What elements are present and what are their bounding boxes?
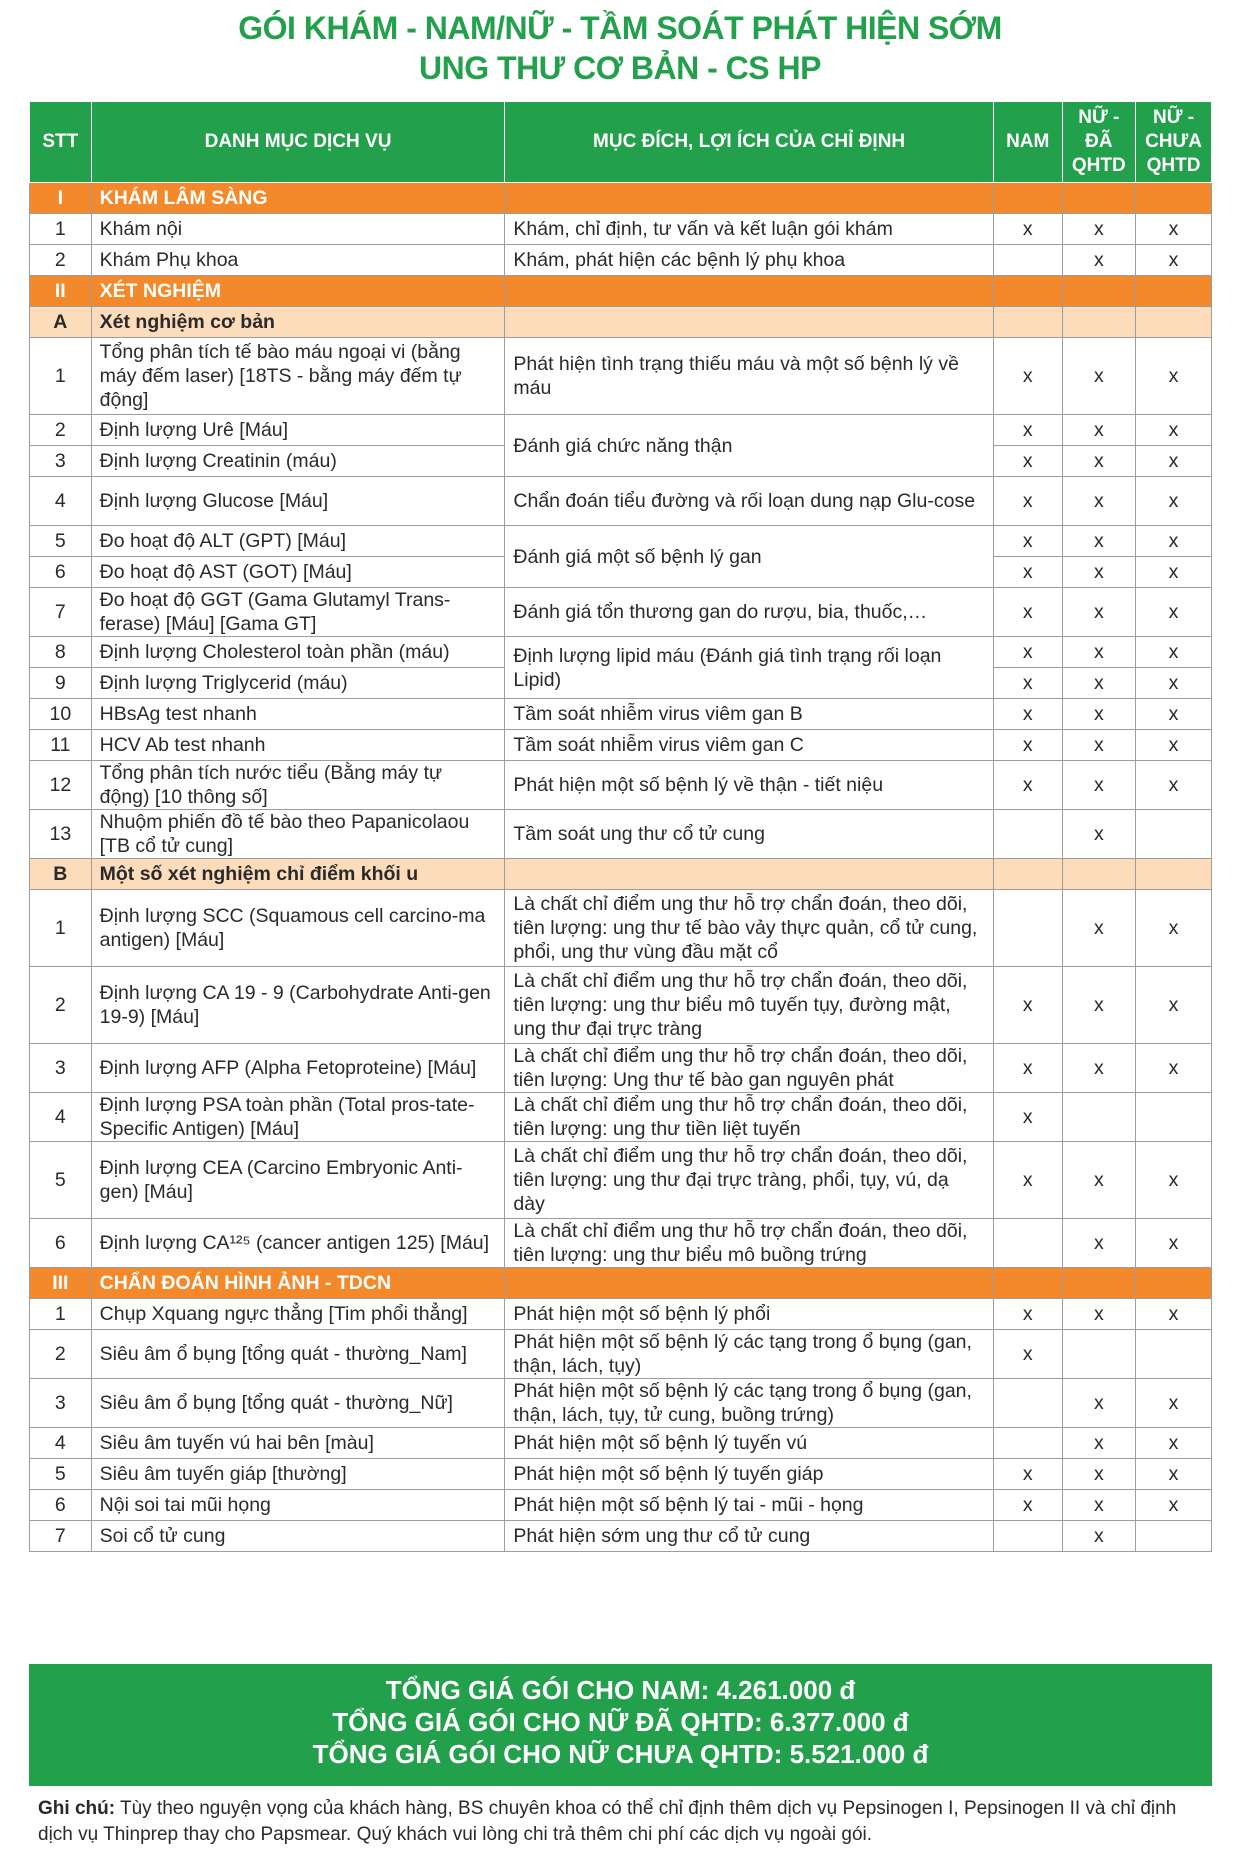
table-row: [30, 1299, 1212, 1330]
service-purpose: Phát hiện một số bệnh lý về thận - tiết niệu: [505, 761, 993, 810]
section-filler: [505, 307, 993, 338]
title-line-2: UNG THƯ CƠ BẢN - CS HP: [419, 50, 821, 86]
check-nu-chua-qhtd: x: [1136, 1428, 1212, 1459]
table-body: [30, 183, 1212, 1552]
table-row: [30, 1490, 1212, 1521]
row-number: 9: [30, 668, 92, 699]
check-nu-da-qhtd: x: [1062, 967, 1136, 1044]
check-nam: x: [993, 588, 1062, 637]
check-nam: [993, 810, 1062, 859]
table-row: [30, 1379, 1212, 1428]
check-nam: x: [993, 1490, 1062, 1521]
check-nu-da-qhtd: x: [1062, 1142, 1136, 1219]
service-purpose: Tầm soát ung thư cổ tử cung: [505, 810, 993, 859]
row-number: 5: [30, 526, 92, 557]
service-name: Siêu âm ổ bụng [tổng quát - thường_Nam]: [91, 1330, 505, 1379]
row-number: 12: [30, 761, 92, 810]
check-nam: x: [993, 1330, 1062, 1379]
check-nu-da-qhtd: x: [1062, 446, 1136, 477]
service-purpose: Là chất chỉ điểm ung thư hỗ trợ chẩn đoán, theo dõi, tiên lượng: ung thư tế bào vảy thực quản, cổ tử cung, phổi, ung thư vùng đầu mặt cổ: [505, 890, 993, 967]
total-price-nam: TỔNG GIÁ GÓI CHO NAM: 4.261.000 đ: [385, 1675, 856, 1705]
section-filler: [505, 859, 993, 890]
row-number: 4: [30, 1093, 92, 1142]
service-name: Định lượng Triglycerid (máu): [91, 668, 505, 699]
table-row: [30, 1219, 1212, 1268]
check-nu-da-qhtd: x: [1062, 588, 1136, 637]
section-filler: [1136, 183, 1212, 214]
service-name: Nhuộm phiến đồ tế bào theo Papanicolaou [TB cổ tử cung]: [91, 810, 505, 859]
check-nu-da-qhtd: x: [1062, 338, 1136, 415]
service-name: Đo hoạt độ ALT (GPT) [Máu]: [91, 526, 505, 557]
table-row: [30, 967, 1212, 1044]
table-row: [30, 699, 1212, 730]
subsection-row: [30, 307, 1212, 338]
service-purpose: Phát hiện một số bệnh lý các tạng trong ổ bụng (gan, thận, lách, tụy, tử cung, buồng trứng): [505, 1379, 993, 1428]
section-filler: [505, 276, 993, 307]
subsection-row: [30, 859, 1212, 890]
section-filler: [505, 1268, 993, 1299]
total-price-nu-da-qhtd: TỔNG GIÁ GÓI CHO NỮ ĐÃ QHTD: 6.377.000 đ: [332, 1707, 909, 1737]
service-purpose: Tầm soát nhiễm virus viêm gan B: [505, 699, 993, 730]
service-name: Tổng phân tích tế bào máu ngoại vi (bằng máy đếm laser) [18TS - bằng máy đếm tự động]: [91, 338, 505, 415]
check-nu-chua-qhtd: x: [1136, 668, 1212, 699]
check-nu-chua-qhtd: x: [1136, 761, 1212, 810]
table-row: [30, 1459, 1212, 1490]
row-number: 3: [30, 446, 92, 477]
service-name: Định lượng Urê [Máu]: [91, 415, 505, 446]
check-nu-da-qhtd: x: [1062, 477, 1136, 526]
row-number: 8: [30, 637, 92, 668]
check-nu-chua-qhtd: x: [1136, 1379, 1212, 1428]
section-row: [30, 276, 1212, 307]
check-nam: x: [993, 1044, 1062, 1093]
check-nu-da-qhtd: x: [1062, 557, 1136, 588]
section-filler: [1136, 276, 1212, 307]
check-nu-da-qhtd: x: [1062, 1521, 1136, 1552]
check-nam: x: [993, 699, 1062, 730]
check-nam: [993, 1379, 1062, 1428]
row-number: 3: [30, 1379, 92, 1428]
service-name: Định lượng SCC (Squamous cell carcino-ma antigen) [Máu]: [91, 890, 505, 967]
check-nu-chua-qhtd: [1136, 1093, 1212, 1142]
check-nu-chua-qhtd: x: [1136, 338, 1212, 415]
check-nu-chua-qhtd: x: [1136, 1142, 1212, 1219]
table-row: [30, 1330, 1212, 1379]
check-nu-da-qhtd: x: [1062, 1299, 1136, 1330]
service-name: Siêu âm ổ bụng [tổng quát - thường_Nữ]: [91, 1379, 505, 1428]
service-name: Định lượng Creatinin (máu): [91, 446, 505, 477]
service-purpose: Chẩn đoán tiểu đường và rối loạn dung nạp Glu-cose: [505, 477, 993, 526]
service-purpose: Là chất chỉ điểm ung thư hỗ trợ chẩn đoán, theo dõi, tiên lượng: ung thư biểu mô tuyến tụy, đường mật, ung thư đại trực tràng: [505, 967, 993, 1044]
table-row: [30, 1093, 1212, 1142]
service-name: Tổng phân tích nước tiểu (Bằng máy tự động) [10 thông số]: [91, 761, 505, 810]
service-purpose: Là chất chỉ điểm ung thư hỗ trợ chẩn đoán, theo dõi, tiên lượng: Ung thư tế bào gan nguyên phát: [505, 1044, 993, 1093]
row-number: 2: [30, 967, 92, 1044]
table-row: [30, 1428, 1212, 1459]
section-number: A: [30, 307, 92, 338]
service-purpose: Phát hiện một số bệnh lý phổi: [505, 1299, 993, 1330]
row-number: 10: [30, 699, 92, 730]
section-filler: [993, 276, 1062, 307]
section-filler: [1062, 1268, 1136, 1299]
table-row: [30, 890, 1212, 967]
check-nu-chua-qhtd: x: [1136, 1459, 1212, 1490]
table-row: [30, 214, 1212, 245]
service-purpose: Phát hiện một số bệnh lý tai - mũi - họng: [505, 1490, 993, 1521]
footnote-text: Tùy theo nguyện vọng của khách hàng, BS chuyên khoa có thể chỉ định thêm dịch vụ Pepsinogen I, Pepsinogen II và chỉ định dịch vụ Thinprep thay cho Papsmear. Quý khách vui lòng chi trả thêm chi phí các dịch vụ ngoài gói.: [38, 1798, 1177, 1845]
check-nu-chua-qhtd: [1136, 810, 1212, 859]
section-number: II: [30, 276, 92, 307]
row-number: 13: [30, 810, 92, 859]
check-nam: [993, 245, 1062, 276]
check-nu-chua-qhtd: x: [1136, 588, 1212, 637]
check-nu-da-qhtd: x: [1062, 890, 1136, 967]
header-nu-da-line-3: QHTD: [1071, 155, 1126, 176]
check-nu-chua-qhtd: x: [1136, 730, 1212, 761]
row-number: 2: [30, 415, 92, 446]
check-nam: x: [993, 477, 1062, 526]
service-purpose: Đánh giá một số bệnh lý gan: [505, 526, 993, 588]
table-header-row: [30, 102, 1212, 183]
section-filler: [1062, 276, 1136, 307]
header-nu-chua-line-2: CHƯA: [1145, 131, 1202, 152]
row-number: 5: [30, 1459, 92, 1490]
service-name: Siêu âm tuyến vú hai bên [màu]: [91, 1428, 505, 1459]
section-filler: [993, 307, 1062, 338]
service-purpose: Khám, chỉ định, tư vấn và kết luận gói khám: [505, 214, 993, 245]
check-nu-da-qhtd: x: [1062, 526, 1136, 557]
check-nu-chua-qhtd: x: [1136, 1299, 1212, 1330]
check-nu-chua-qhtd: x: [1136, 1219, 1212, 1268]
section-title: Một số xét nghiệm chỉ điểm khối u: [91, 859, 505, 890]
check-nu-da-qhtd: x: [1062, 1428, 1136, 1459]
service-purpose: Đánh giá chức năng thận: [505, 415, 993, 477]
header-nam: NAM: [993, 102, 1062, 183]
section-filler: [1062, 307, 1136, 338]
service-purpose: Đánh giá tổn thương gan do rượu, bia, thuốc,…: [505, 588, 993, 637]
table-row: [30, 1521, 1212, 1552]
table-row: [30, 1044, 1212, 1093]
header-nu-chua-line-3: QHTD: [1146, 155, 1201, 176]
table-row: [30, 245, 1212, 276]
service-name: Định lượng CA¹²⁵ (cancer antigen 125) [Máu]: [91, 1219, 505, 1268]
service-name: Định lượng CEA (Carcino Embryonic Anti-gen) [Máu]: [91, 1142, 505, 1219]
section-title: KHÁM LÂM SÀNG: [91, 183, 505, 214]
check-nu-chua-qhtd: x: [1136, 214, 1212, 245]
table-row: [30, 730, 1212, 761]
check-nu-chua-qhtd: [1136, 1521, 1212, 1552]
section-title: Xét nghiệm cơ bản: [91, 307, 505, 338]
check-nam: x: [993, 214, 1062, 245]
check-nam: [993, 1521, 1062, 1552]
section-filler: [1062, 859, 1136, 890]
table-row: [30, 477, 1212, 526]
table-row: [30, 1142, 1212, 1219]
service-name: Đo hoạt độ AST (GOT) [Máu]: [91, 557, 505, 588]
check-nu-chua-qhtd: [1136, 1330, 1212, 1379]
service-purpose: Khám, phát hiện các bệnh lý phụ khoa: [505, 245, 993, 276]
check-nam: [993, 1219, 1062, 1268]
service-name: HCV Ab test nhanh: [91, 730, 505, 761]
service-purpose: Tầm soát nhiễm virus viêm gan C: [505, 730, 993, 761]
check-nam: x: [993, 1142, 1062, 1219]
table-row: [30, 415, 1212, 446]
section-title: XÉT NGHIỆM: [91, 276, 505, 307]
check-nu-da-qhtd: x: [1062, 245, 1136, 276]
section-number: III: [30, 1268, 92, 1299]
title-line-1: GÓI KHÁM - NAM/NỮ - TẦM SOÁT PHÁT HIỆN SỚM: [238, 10, 1002, 46]
check-nu-da-qhtd: [1062, 1330, 1136, 1379]
row-number: 6: [30, 1219, 92, 1268]
check-nu-da-qhtd: x: [1062, 699, 1136, 730]
row-number: 2: [30, 245, 92, 276]
section-filler: [1062, 183, 1136, 214]
check-nu-chua-qhtd: x: [1136, 526, 1212, 557]
check-nu-da-qhtd: x: [1062, 637, 1136, 668]
check-nu-da-qhtd: x: [1062, 1044, 1136, 1093]
footnote-label: Ghi chú:: [38, 1798, 116, 1819]
row-number: 3: [30, 1044, 92, 1093]
section-number: B: [30, 859, 92, 890]
service-name: Soi cổ tử cung: [91, 1521, 505, 1552]
service-name: Định lượng PSA toàn phần (Total pros-tate-Specific Antigen) [Máu]: [91, 1093, 505, 1142]
check-nam: x: [993, 730, 1062, 761]
check-nam: x: [993, 1459, 1062, 1490]
header-service: DANH MỤC DỊCH VỤ: [91, 102, 505, 183]
section-filler: [993, 1268, 1062, 1299]
section-filler: [1136, 1268, 1212, 1299]
service-purpose: Phát hiện tình trạng thiếu máu và một số bệnh lý về máu: [505, 338, 993, 415]
service-name: Định lượng Cholesterol toàn phần (máu): [91, 637, 505, 668]
header-nu-chua-qhtd: [1136, 102, 1212, 183]
total-price-nu-chua-qhtd: TỔNG GIÁ GÓI CHO NỮ CHƯA QHTD: 5.521.000 đ: [312, 1739, 929, 1769]
check-nu-chua-qhtd: x: [1136, 967, 1212, 1044]
service-name: Chụp Xquang ngực thẳng [Tim phổi thẳng]: [91, 1299, 505, 1330]
table-row: [30, 526, 1212, 557]
service-name: HBsAg test nhanh: [91, 699, 505, 730]
check-nam: x: [993, 761, 1062, 810]
price-total-banner: [29, 1664, 1212, 1786]
check-nu-da-qhtd: x: [1062, 668, 1136, 699]
check-nu-da-qhtd: x: [1062, 415, 1136, 446]
check-nu-chua-qhtd: x: [1136, 699, 1212, 730]
service-purpose: Định lượng lipid máu (Đánh giá tình trạng rối loạn Lipid): [505, 637, 993, 699]
row-number: 1: [30, 1299, 92, 1330]
check-nu-da-qhtd: x: [1062, 761, 1136, 810]
row-number: 4: [30, 477, 92, 526]
header-purpose: MỤC ĐÍCH, LỢI ÍCH CỦA CHỈ ĐỊNH: [505, 102, 993, 183]
check-nu-da-qhtd: x: [1062, 1379, 1136, 1428]
header-nu-da-line-2: ĐÃ: [1085, 131, 1113, 152]
service-purpose: Phát hiện một số bệnh lý tuyến giáp: [505, 1459, 993, 1490]
check-nam: x: [993, 338, 1062, 415]
check-nam: x: [993, 415, 1062, 446]
section-filler: [505, 183, 993, 214]
row-number: 5: [30, 1142, 92, 1219]
check-nu-chua-qhtd: x: [1136, 557, 1212, 588]
section-row: [30, 183, 1212, 214]
check-nu-da-qhtd: x: [1062, 1490, 1136, 1521]
check-nu-da-qhtd: x: [1062, 730, 1136, 761]
check-nu-chua-qhtd: x: [1136, 477, 1212, 526]
service-name: Định lượng AFP (Alpha Fetoproteine) [Máu]: [91, 1044, 505, 1093]
check-nu-da-qhtd: x: [1062, 810, 1136, 859]
service-name: Định lượng CA 19 - 9 (Carbohydrate Anti-gen 19-9) [Máu]: [91, 967, 505, 1044]
check-nam: x: [993, 526, 1062, 557]
row-number: 11: [30, 730, 92, 761]
section-filler: [1136, 307, 1212, 338]
service-name: Đo hoạt độ GGT (Gama Glutamyl Trans-ferase) [Máu] [Gama GT]: [91, 588, 505, 637]
row-number: 6: [30, 1490, 92, 1521]
row-number: 1: [30, 338, 92, 415]
check-nu-da-qhtd: [1062, 1093, 1136, 1142]
check-nu-chua-qhtd: x: [1136, 1490, 1212, 1521]
table-row: [30, 637, 1212, 668]
row-number: 6: [30, 557, 92, 588]
section-title: CHẨN ĐOÁN HÌNH ẢNH - TDCN: [91, 1268, 505, 1299]
check-nam: x: [993, 446, 1062, 477]
check-nu-chua-qhtd: x: [1136, 637, 1212, 668]
service-table: [29, 101, 1212, 1552]
footnote: [38, 1796, 1213, 1848]
check-nam: x: [993, 967, 1062, 1044]
table-row: [30, 810, 1212, 859]
check-nu-chua-qhtd: x: [1136, 446, 1212, 477]
service-name: Nội soi tai mũi họng: [91, 1490, 505, 1521]
check-nam: x: [993, 1299, 1062, 1330]
header-stt: STT: [30, 102, 92, 183]
check-nam: [993, 1428, 1062, 1459]
section-filler: [993, 859, 1062, 890]
row-number: 4: [30, 1428, 92, 1459]
service-purpose: Là chất chỉ điểm ung thư hỗ trợ chẩn đoán, theo dõi, tiên lượng: ung thư đại trực tràng, phổi, tụy, vú, dạ dày: [505, 1142, 993, 1219]
check-nu-chua-qhtd: x: [1136, 415, 1212, 446]
check-nam: x: [993, 668, 1062, 699]
section-filler: [993, 183, 1062, 214]
header-nu-chua-line-1: NỮ -: [1152, 107, 1195, 128]
check-nam: x: [993, 557, 1062, 588]
row-number: 1: [30, 890, 92, 967]
section-filler: [1136, 859, 1212, 890]
table-row: [30, 588, 1212, 637]
check-nu-chua-qhtd: x: [1136, 1044, 1212, 1093]
row-number: 7: [30, 1521, 92, 1552]
check-nu-chua-qhtd: x: [1136, 245, 1212, 276]
service-name: Khám nội: [91, 214, 505, 245]
table-row: [30, 761, 1212, 810]
service-name: Khám Phụ khoa: [91, 245, 505, 276]
check-nam: x: [993, 1093, 1062, 1142]
row-number: 7: [30, 588, 92, 637]
row-number: 1: [30, 214, 92, 245]
service-name: Định lượng Glucose [Máu]: [91, 477, 505, 526]
section-number: I: [30, 183, 92, 214]
service-name: Siêu âm tuyến giáp [thường]: [91, 1459, 505, 1490]
page-title: [0, 8, 1240, 88]
header-nu-da-line-1: NỮ -: [1078, 107, 1120, 128]
service-purpose: Là chất chỉ điểm ung thư hỗ trợ chẩn đoán, theo dõi, tiên lượng: ung thư tiền liệt tuyến: [505, 1093, 993, 1142]
table-row: [30, 338, 1212, 415]
check-nu-da-qhtd: x: [1062, 214, 1136, 245]
check-nam: x: [993, 637, 1062, 668]
check-nam: [993, 890, 1062, 967]
service-purpose: Phát hiện một số bệnh lý các tạng trong ổ bụng (gan, thận, lách, tụy): [505, 1330, 993, 1379]
row-number: 2: [30, 1330, 92, 1379]
header-nu-da-qhtd: [1062, 102, 1136, 183]
service-purpose: Là chất chỉ điểm ung thư hỗ trợ chẩn đoán, theo dõi, tiên lượng: ung thư biểu mô buồng trứng: [505, 1219, 993, 1268]
service-purpose: Phát hiện một số bệnh lý tuyến vú: [505, 1428, 993, 1459]
check-nu-da-qhtd: x: [1062, 1459, 1136, 1490]
check-nu-da-qhtd: x: [1062, 1219, 1136, 1268]
check-nu-chua-qhtd: x: [1136, 890, 1212, 967]
service-purpose: Phát hiện sớm ung thư cổ tử cung: [505, 1521, 993, 1552]
section-row: [30, 1268, 1212, 1299]
